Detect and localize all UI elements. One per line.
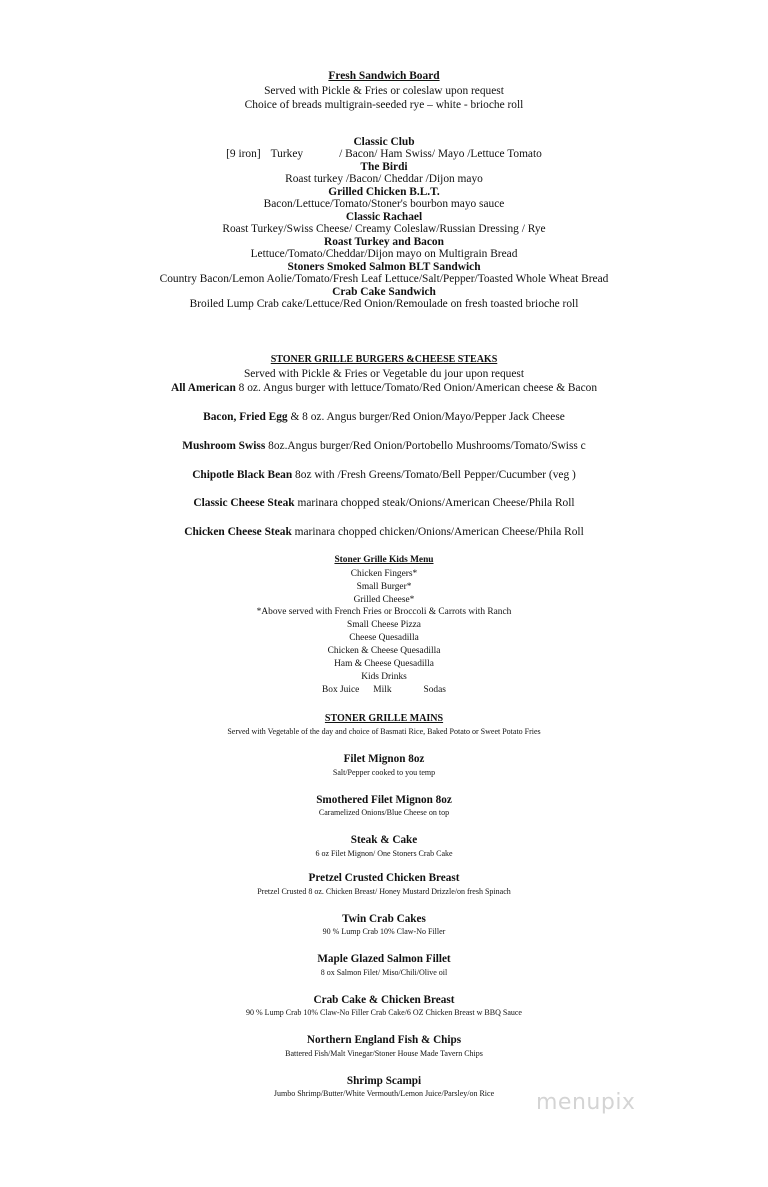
main-item-name: Twin Crab Cakes (342, 913, 426, 925)
kids-drinks (0, 685, 768, 696)
kids-heading: Stoner Grille Kids Menu (334, 555, 434, 565)
burger-item-desc: & 8 oz. Angus burger/Red Onion/Mayo/Pepper Jack Cheese (287, 411, 565, 423)
burger-item (0, 440, 768, 453)
burger-item-name: Classic Cheese Steak (193, 497, 295, 509)
main-item-name: Smothered Filet Mignon 8oz (316, 794, 452, 806)
kids-note: *Above served with French Fries or Broccoli & Carrots with Ranch (256, 607, 512, 617)
main-item-desc: 90 % Lump Crab 10% Claw-No Filler (322, 927, 446, 936)
burger-item (0, 411, 768, 424)
sandwich-heading: Fresh Sandwich Board (328, 70, 440, 82)
sandwich-item-desc: Broiled Lump Crab cake/Lettuce/Red Onion/Remoulade on fresh toasted brioche roll (189, 298, 579, 310)
main-item-desc: 6 oz Filet Mignon/ One Stoners Crab Cake (315, 849, 453, 858)
sandwich-item-desc: Roast turkey /Bacon/ Cheddar /Dijon mayo (285, 173, 483, 185)
sandwich-subtitle-2: Choice of breads multigrain-seeded rye – white - brioche roll (244, 99, 524, 111)
burgers-subtitle: Served with Pickle & Fries or Vegetable du jour upon request (243, 368, 525, 380)
burgers-heading: STONER GRILLE BURGERS &CHEESE STEAKS (270, 354, 498, 365)
burger-item-desc: 8 oz. Angus burger with lettuce/Tomato/Red Onion/American cheese & Bacon (235, 382, 598, 394)
sandwich-item-desc (0, 148, 768, 161)
sandwich-item-desc: Lettuce/Tomato/Cheddar/Dijon mayo on Multigrain Bread (250, 248, 518, 260)
main-item-desc: Pretzel Crusted 8 oz. Chicken Breast/ Honey Mustard Drizzle/on fresh Spinach (257, 887, 511, 896)
burger-item-name: All American (170, 382, 236, 394)
burger-item-desc: 8oz.Angus burger/Red Onion/Portobello Mushrooms/Tomato/Swiss c (265, 440, 586, 452)
sandwich-item-desc: Bacon/Lettuce/Tomato/Stoner's bourbon mayo sauce (263, 198, 505, 210)
burger-item-name: Mushroom Swiss (182, 440, 266, 452)
burger-item (0, 382, 768, 395)
main-item-name: Crab Cake & Chicken Breast (313, 994, 455, 1006)
kids-item: Cheese Quesadilla (349, 633, 419, 643)
kids-drinks-label: Kids Drinks (361, 672, 407, 682)
mains-subtitle: Served with Vegetable of the day and choice of Basmati Rice, Baked Potato or Sweet Potato Fries (227, 727, 541, 736)
kids-item: Grilled Cheese* (353, 595, 415, 605)
kids-item: Small Burger* (356, 582, 412, 592)
main-item-desc: Caramelized Onions/Blue Cheese on top (318, 808, 450, 817)
sandwich-item-name: The Birdi (360, 161, 408, 173)
sandwich-item-name: Classic Rachael (345, 211, 423, 223)
kids-item: Small Cheese Pizza (347, 620, 421, 630)
main-item-name: Pretzel Crusted Chicken Breast (308, 872, 460, 884)
main-item-desc: 8 ox Salmon Filet/ Miso/Chili/Olive oil (320, 968, 448, 977)
burger-item-desc: marinara chopped steak/Onions/American Cheese/Phila Roll (294, 497, 575, 509)
sandwich-item-name: Crab Cake Sandwich (332, 286, 436, 298)
sandwich-item-desc: Country Bacon/Lemon Aolie/Tomato/Fresh Leaf Lettuce/Salt/Pepper/Toasted Whole Wheat Bread (159, 273, 609, 285)
kids-item: Chicken & Cheese Quesadilla (327, 646, 441, 656)
main-item-desc: Battered Fish/Malt Vinegar/Stoner House Made Tavern Chips (285, 1049, 483, 1058)
sandwich-item-name: Classic Club (353, 136, 415, 148)
club-prefix: [9 iron] (226, 148, 261, 160)
main-item-desc: 90 % Lump Crab 10% Claw-No Filler Crab Cake/6 OZ Chicken Breast w BBQ Sauce (246, 1008, 522, 1017)
main-item-name: Maple Glazed Salmon Fillet (317, 953, 451, 965)
sandwich-item-name: Roast Turkey and Bacon (324, 236, 444, 248)
burger-item-name: Chipotle Black Bean (192, 469, 293, 481)
kids-item: Ham & Cheese Quesadilla (334, 659, 434, 669)
club-turkey: Turkey (270, 148, 304, 160)
sandwich-item-desc: Roast Turkey/Swiss Cheese/ Creamy Coleslaw/Russian Dressing / Rye (222, 223, 546, 235)
burger-item-name: Chicken Cheese Steak (184, 526, 292, 538)
kids-drink: Milk (373, 685, 392, 695)
main-item-desc: Jumbo Shrimp/Butter/White Vermouth/Lemon Juice/Parsley/on Rice (273, 1089, 495, 1098)
menupix-watermark: menupix (536, 1090, 636, 1115)
burger-item-desc: 8oz with /Fresh Greens/Tomato/Bell Pepper/Cucumber (veg ) (292, 469, 576, 481)
burger-item (0, 469, 768, 482)
sandwich-item-name: Grilled Chicken B.L.T. (328, 186, 440, 198)
kids-item: Chicken Fingers* (350, 569, 418, 579)
kids-drink: Sodas (423, 685, 446, 695)
main-item-name: Steak & Cake (350, 834, 418, 846)
kids-drink: Box Juice (322, 685, 360, 695)
sandwich-item-name: Stoners Smoked Salmon BLT Sandwich (287, 261, 481, 273)
burger-item (0, 497, 768, 510)
club-rest: / Bacon/ Ham Swiss/ Mayo /Lettuce Tomato (339, 148, 542, 160)
burger-item (0, 526, 768, 539)
burger-item-desc: marinara chopped chicken/Onions/American Cheese/Phila Roll (291, 526, 584, 538)
burger-item-name: Bacon, Fried Egg (203, 411, 288, 423)
main-item-desc: Salt/Pepper cooked to you temp (332, 768, 436, 777)
main-item-name: Filet Mignon 8oz (343, 753, 425, 765)
sandwich-subtitle-1: Served with Pickle & Fries or coleslaw upon request (264, 85, 504, 97)
main-item-name: Shrimp Scampi (346, 1075, 422, 1087)
mains-heading: STONER GRILLE MAINS (324, 713, 444, 724)
main-item-name: Northern England Fish & Chips (306, 1034, 462, 1046)
